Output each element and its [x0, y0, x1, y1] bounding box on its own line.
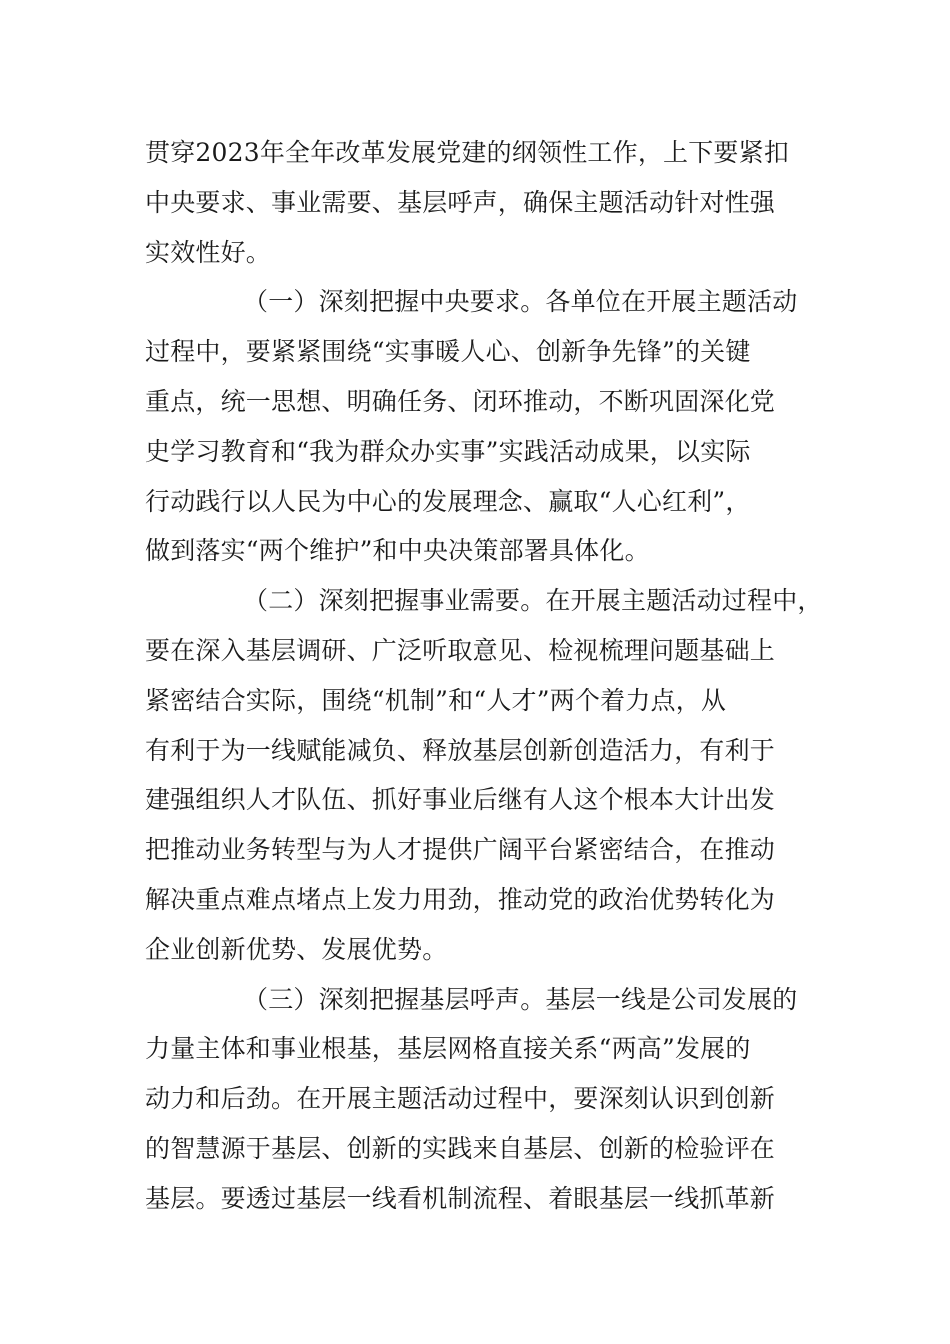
paragraph-intro-continuation	[145, 128, 825, 277]
text-line: 行动践行以人民为中心的发展理念、赢取“人心红利”，	[145, 486, 751, 516]
text-line: 重点，统一思想、明确任务、闭环推动，不断巩固深化党	[145, 386, 776, 416]
text-line: 把推动业务转型与为人才提供广阔平台紧密结合，在推动	[145, 835, 776, 865]
text-line: 紧密结合实际，围绕“机制”和“人才”两个着力点，从	[145, 685, 727, 715]
text-line: 贯穿2023年全年改革发展党建的纲领性工作，上下要紧扣	[145, 138, 790, 167]
text-line: 基层。要透过基层一线看机制流程、着眼基层一线抓革新	[145, 1183, 776, 1213]
text-line: 的智慧源于基层、创新的实践来自基层、创新的检验评在	[145, 1133, 776, 1163]
text-line: 解决重点难点堵点上发力用劲，推动党的政治优势转化为	[145, 884, 776, 914]
text-line: 要在深入基层调研、广泛听取意见、检视梳理问题基础上	[145, 635, 776, 665]
text-line: 有利于为一线赋能减负、释放基层创新创造活力，有利于	[145, 735, 776, 765]
text-line: 做到落实“两个维护”和中央决策部署具体化。	[145, 536, 650, 566]
section-heading-line: （一）深刻把握中央要求。各单位在开展主题活动	[243, 287, 798, 317]
text-line: 力量主体和事业根基，基层网格直接关系“两高”发展的	[145, 1034, 751, 1064]
paragraph-section-3	[145, 975, 825, 1224]
text-line: 企业创新优势、发展优势。	[145, 934, 448, 964]
text-line: 动力和后劲。在开展主题活动过程中，要深刻认识到创新	[145, 1084, 776, 1114]
document-body	[145, 128, 825, 1224]
text-line: 实效性好。	[145, 237, 272, 267]
text-line: 中央要求、事业需要、基层呼声，确保主题活动针对性强	[145, 187, 776, 217]
section-heading-line: （二）深刻把握事业需要。在开展主题活动过程中，	[243, 586, 823, 616]
text-line: 建强组织人才队伍、抓好事业后继有人这个根本大计出发	[145, 785, 776, 815]
text-line: 过程中，要紧紧围绕“实事暖人心、创新争先锋”的关键	[145, 337, 751, 367]
section-heading-line: （三）深刻把握基层呼声。基层一线是公司发展的	[243, 984, 798, 1014]
paragraph-section-1	[145, 277, 825, 576]
text-line: 史学习教育和“我为群众办实事”实践活动成果，以实际	[145, 436, 751, 466]
paragraph-section-2	[145, 576, 825, 974]
